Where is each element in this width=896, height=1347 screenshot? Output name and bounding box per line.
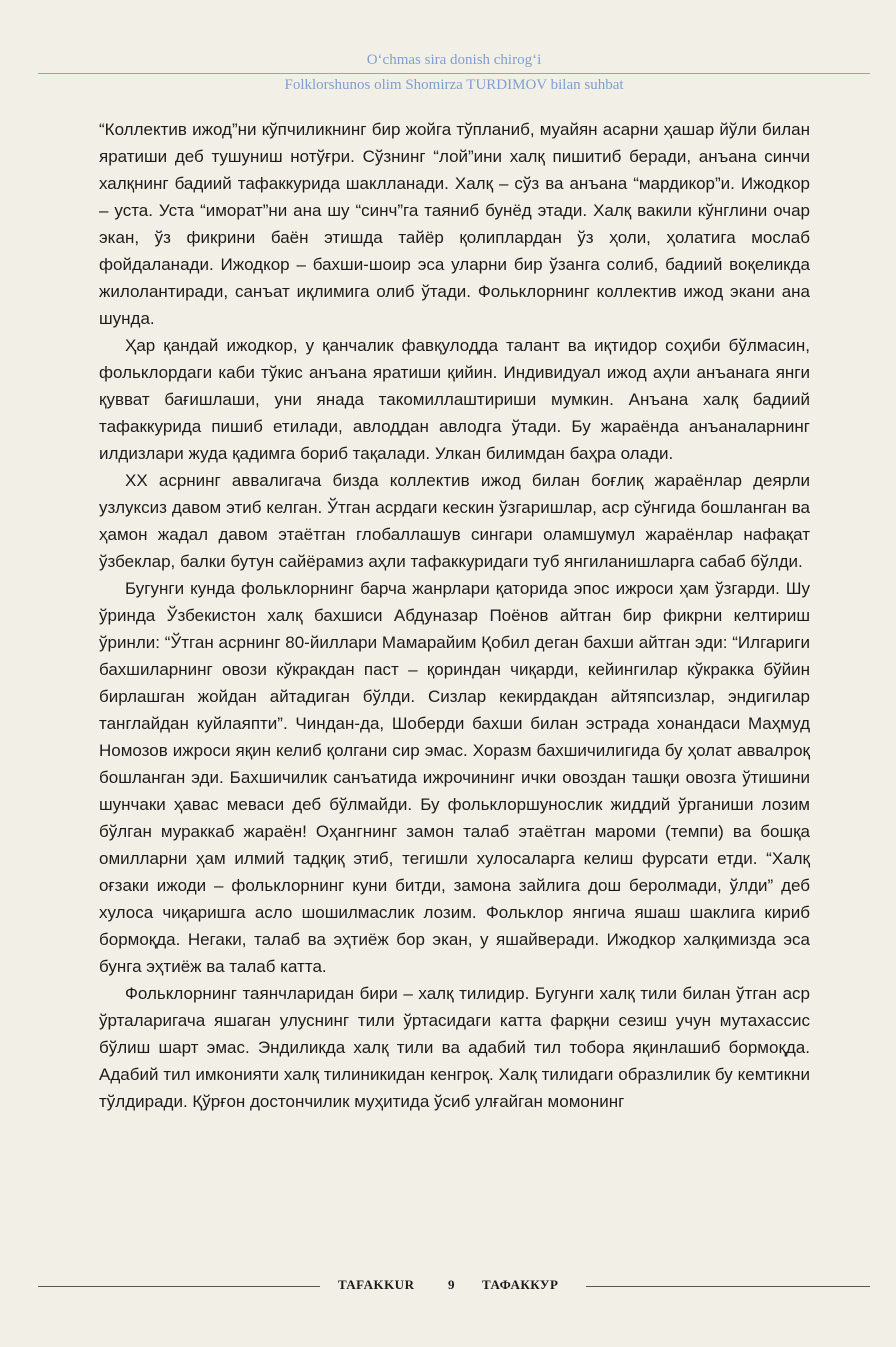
paragraph: ХХ асрнинг аввалигача бизда коллектив ижод билан боғлиқ жараёнлар деярли узлуксиз давом этиб келган. Ўтган асрдаги кескин ўзгаришлар, аср сўнгида бошланган ва ҳамон жадал давом этаётган глобаллашув сингари оламшумул жараёнлар нафақат ўзбеклар, балки бутун сайёрамиз аҳли тафаккуридаги туб янгиланишларга сабаб бўлди. [99,471,810,571]
running-footer [38,1275,870,1297]
page-number: 9 [448,1277,455,1292]
footer-journal-cyrillic: ТАФАККУР [482,1277,559,1292]
footer-rule-left [38,1286,320,1287]
paragraph: Фольклорнинг таянчларидан бири – халқ тилидир. Бугунги халқ тили билан ўтган аср ўрталаригача яшаган улуснинг тили ўртасидаги катта фарқни сезиш учун мутахассис бўлиш шарт эмас. Эндиликда халқ тили ва адабий тил тобора яқинлашиб бормоқда. Адабий тил имконияти халқ тилиникидан кенгроқ. Халқ тилидаги образлилик бу кемтикни тўлдиради. Қўрғон достончилик муҳитида ўсиб улғайган момонинг [99,984,810,1111]
footer-journal-latin: TAFAKKUR [338,1277,415,1292]
paragraph: “Коллектив ижод”ни кўпчиликнинг бир жойга тўпланиб, муайян асарни ҳашар йўли билан яратиши деб тушуниш нотўғри. Сўзнинг “лой”ини халқ пишитиб беради, анъана синчи халқнинг бадиий тафаккурида шаклланади. Халқ – сўз ва анъана “мардикор”и. Ижодкор – уста. Уста “иморат”ни ана шу “синч”га таяниб бунёд этади. Халқ вакили кўнглини очар экан, ўз фикрини баён этишда тайёр қолиплардан ўз ҳоли, ҳолатига мослаб фойдаланади. Ижодкор – бахши-шоир эса уларни бир ўзанга солиб, бадиий воқеликда жилолантиради, санъат иқлимига олиб ўтади. Фольклорнинг коллектив ижод экани ана шунда. [99,120,810,328]
header-title: O‘chmas sira donish chirog‘i [366,52,542,68]
article-body [99,116,810,1115]
paragraph: Бугунги кунда фольклорнинг барча жанрлари қаторида эпос ижроси ҳам ўзгарди. Шу ўринда Ўзбекистон халқ бахшиси Абдуназар Поёнов айтган бир фикрни келтириш ўринли: “Ўтган асрнинг 80-йиллари Мамарайим Қобил деган бахши айтган эди: “Илгариги бахшиларнинг овози кўкракдан паст – қориндан чиқарди, кейингилар кўкракка бўйин бирлашган жойдан айтадиган бўлди. Сизлар кекирдакдан айтяпсизлар, эндигилар танглайдан куйлаяпти”. Чиндан-да, Шоберди бахши билан эстрада хонандаси Маҳмуд Номозов ижроси яқин келиб қолгани сир эмас. Хоразм бахшичилигида бу ҳолат аввалроқ бошланган эди. Бахшичилик санъатида ижрочининг ички овоздан ташқи овозга ўтишини шунчаки ҳавас меваси деб бўлмайди. Бу фольклоршунослик жиддий ўрганиши лозим бўлган мураккаб жараён! Оҳангнинг замон талаб этаётган мароми (темпи) ва бошқа омилларни ҳам илмий тадқиқ этиб, тегишли хулосаларга келиш фурсати етди. “Халқ оғзаки ижоди – фольклорнинг куни битди, замона зайлига дош беролмади, ўлди” деб хулоса чиқаришга асло шошилмаслик лозим. Фольклор янгича яшаш шаклига кириб бормоқда. Негаки, талаб ва эҳтиёж бор экан, у яшайверади. Ижодкор халқимизда эса бунга эҳтиёж ва талаб катта. [99,579,810,976]
paragraph: Ҳар қандай ижодкор, у қанчалик фавқулодда талант ва иқтидор соҳиби бўлмасин, фольклордаги каби тўкис анъана яратиши қийин. Индивидуал ижод аҳли анъанага янги қувват бағишлаши, уни янада такомиллаштириши мумкин. Анъана халқ бадиий тафаккурида пишиб етилади, авлоддан авлодга ўтади. Бу жараёнда анъаналарнинг илдизлари жуда қадимга бориб тақалади. Улкан билимдан баҳра олади. [99,336,810,463]
footer-rule-right [586,1286,870,1287]
header-subtitle: Folklorshunos olim Shomirza TURDIMOV bilan suhbat [284,77,624,93]
